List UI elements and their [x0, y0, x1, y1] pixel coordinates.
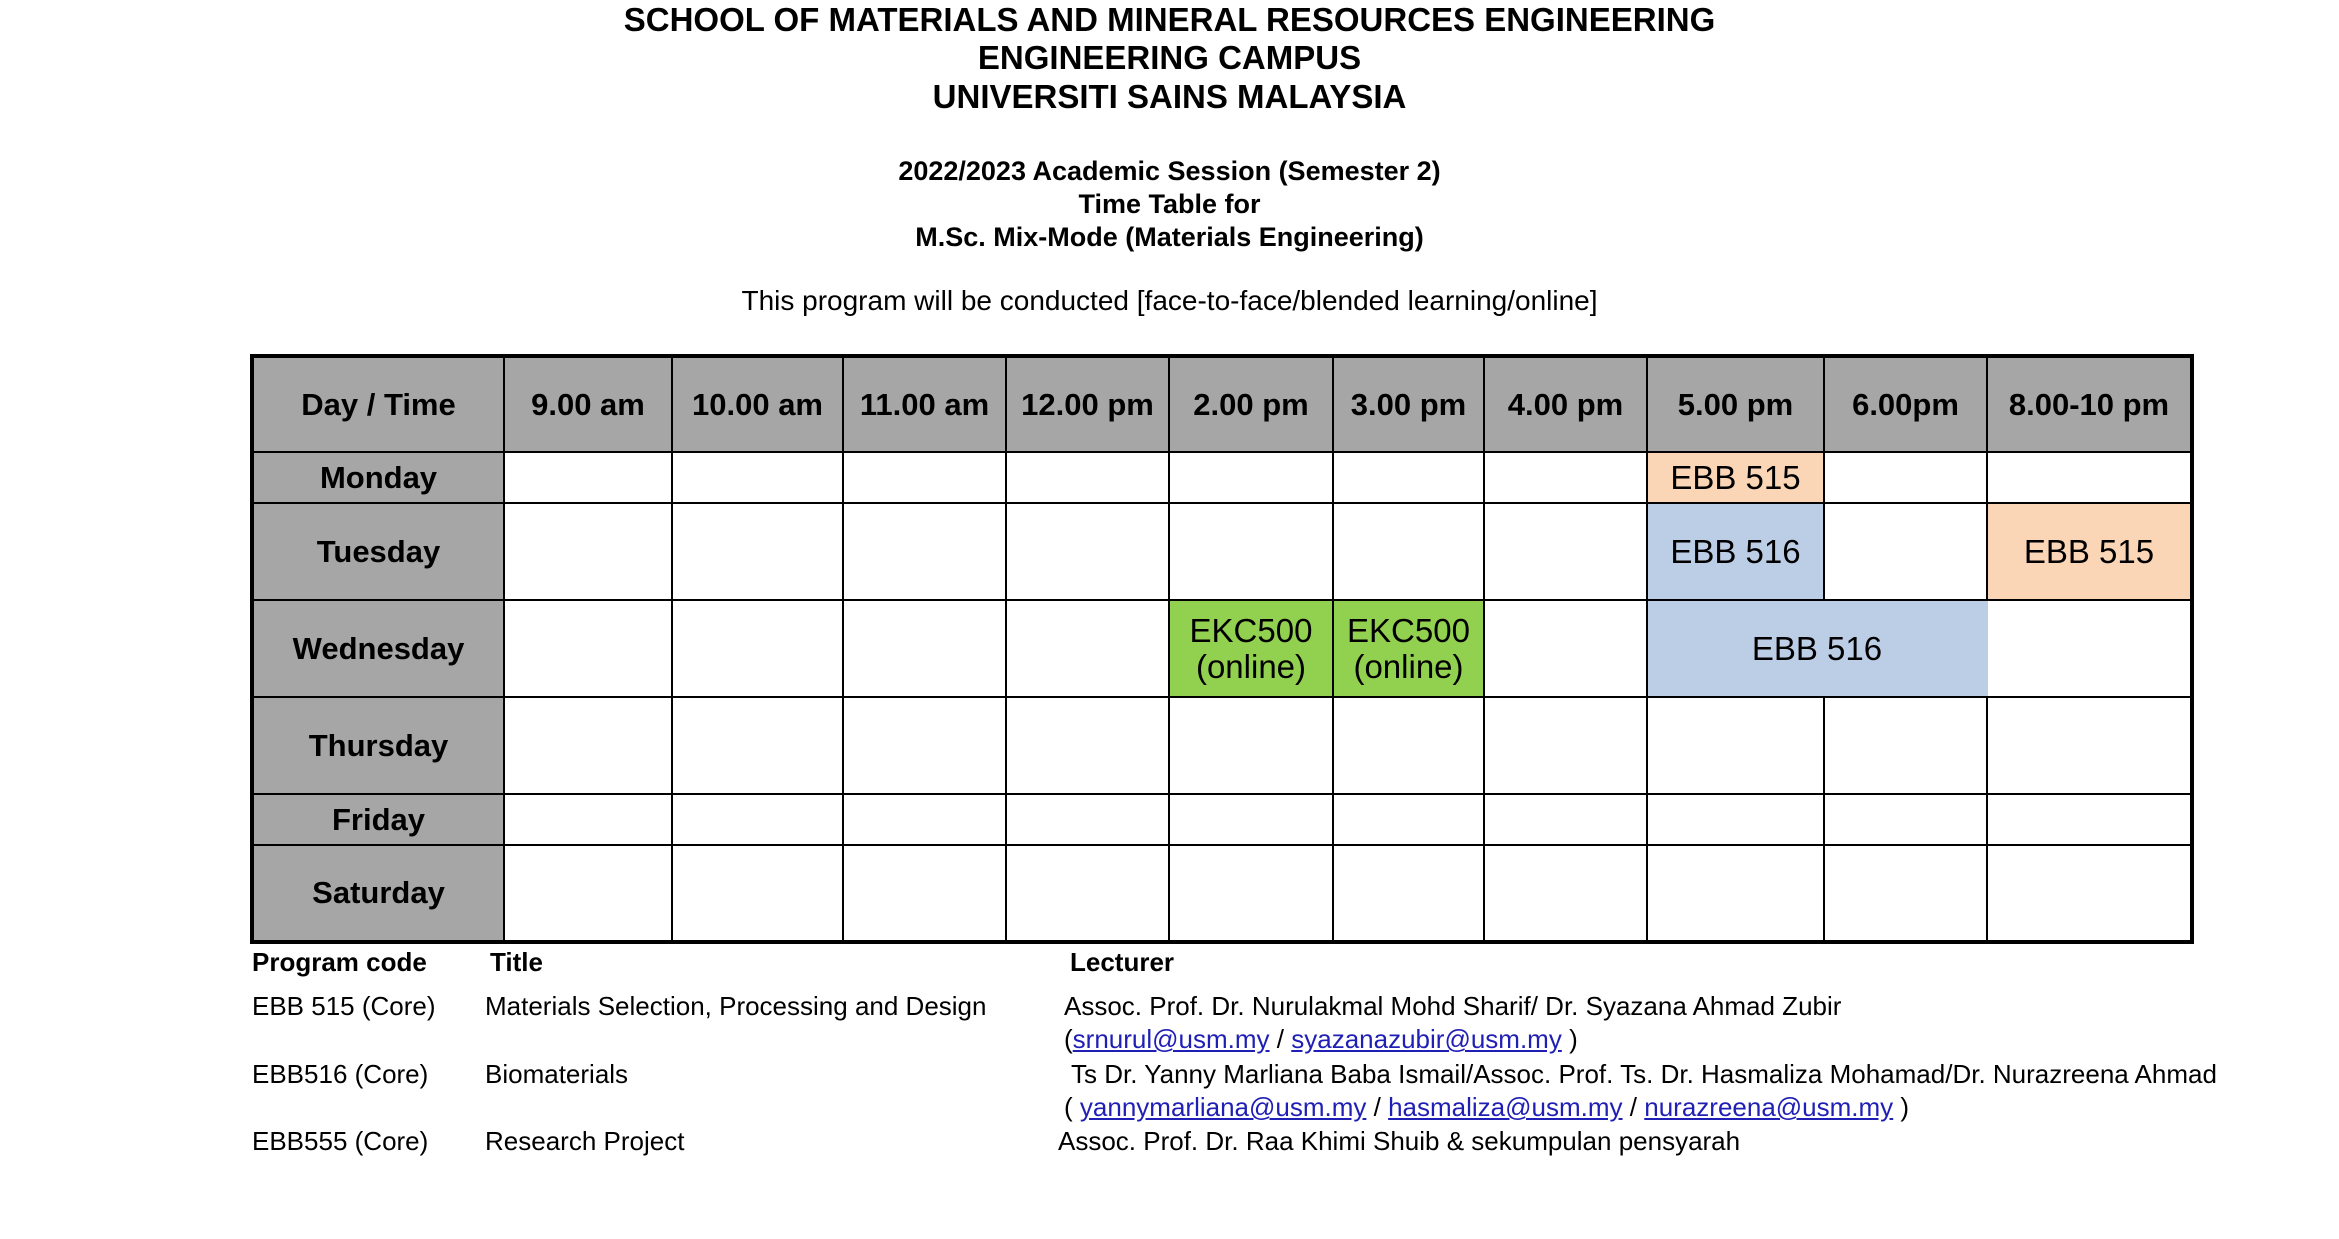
timetable: [250, 354, 2194, 944]
empty-slot: [1006, 697, 1169, 794]
mode-note: This program will be conducted [face-to-face/blended learning/online]: [741, 285, 1598, 316]
empty-slot: [1006, 452, 1169, 503]
empty-slot: [1647, 845, 1824, 942]
time-header: 2.00 pm: [1169, 356, 1333, 452]
email-link[interactable]: yannymarliana@usm.my: [1079, 1092, 1367, 1122]
time-header: 3.00 pm: [1333, 356, 1484, 452]
empty-slot: [1484, 452, 1647, 503]
course-title: Biomaterials: [485, 1059, 629, 1089]
class-slot-ebb515: EBB 515: [1987, 503, 2192, 600]
legend-header-title: Title: [490, 947, 543, 977]
empty-slot: [1169, 794, 1333, 845]
day-label: Saturday: [252, 845, 504, 942]
time-header: 6.00pm: [1824, 356, 1987, 452]
separator: /: [1373, 1092, 1381, 1122]
paren-open: (: [1064, 1092, 1073, 1122]
empty-slot: [504, 452, 672, 503]
empty-slot: [672, 503, 843, 600]
empty-slot: [1333, 697, 1484, 794]
day-label: Wednesday: [252, 600, 504, 697]
email-link[interactable]: srnurul@usm.my: [1072, 1024, 1270, 1054]
empty-slot: [1824, 503, 1987, 600]
class-slot-ekc500: [1333, 600, 1484, 697]
row-saturday: [252, 845, 2192, 942]
class-slot-ekc500: [1169, 600, 1333, 697]
email-link[interactable]: hasmaliza@usm.my: [1388, 1092, 1623, 1122]
empty-slot: [1824, 794, 1987, 845]
separator: /: [1629, 1092, 1638, 1122]
time-header: 8.00-10 pm: [1987, 356, 2192, 452]
empty-slot: [1987, 845, 2192, 942]
empty-slot: [843, 697, 1006, 794]
empty-slot: [1006, 600, 1169, 697]
paren-open: (: [1064, 1024, 1073, 1054]
course-emails: [1064, 1091, 1909, 1123]
empty-slot: [1169, 503, 1333, 600]
paren-close: ): [1569, 1024, 1578, 1054]
day-label: Thursday: [252, 697, 504, 794]
empty-slot: [1333, 503, 1484, 600]
course-code: EBB 515 (Core): [252, 991, 436, 1021]
time-header: 12.00 pm: [1006, 356, 1169, 452]
time-header: 4.00 pm: [1484, 356, 1647, 452]
time-header: 10.00 am: [672, 356, 843, 452]
empty-slot: [843, 845, 1006, 942]
time-header: 9.00 am: [504, 356, 672, 452]
course-lecturer: Ts Dr. Yanny Marliana Baba Ismail/Assoc. Prof. Ts. Dr. Hasmaliza Mohamad/Dr. Nurazreena Ahmad: [1071, 1059, 2217, 1089]
class-slot-ebb516: EBB 516: [1647, 600, 1987, 697]
timetable-for-label: Time Table for: [1078, 189, 1261, 219]
campus-title: ENGINEERING CAMPUS: [977, 39, 1362, 76]
separator: /: [1276, 1024, 1285, 1054]
email-link[interactable]: syazanazubir@usm.my: [1291, 1024, 1562, 1054]
empty-slot: [1484, 845, 1647, 942]
empty-slot: [672, 452, 843, 503]
legend-header-code: Program code: [252, 947, 427, 977]
course-title: Research Project: [485, 1126, 685, 1156]
empty-slot: [843, 452, 1006, 503]
empty-slot: [843, 503, 1006, 600]
paren-close: ): [1900, 1092, 1910, 1122]
course-lecturer: Assoc. Prof. Dr. Raa Khimi Shuib & sekumpulan pensyarah: [1058, 1126, 1741, 1156]
empty-slot: [1647, 794, 1824, 845]
empty-slot: [504, 794, 672, 845]
empty-slot: [672, 794, 843, 845]
day-label: Monday: [252, 452, 504, 503]
row-thursday: [252, 697, 2192, 794]
empty-slot: [1987, 794, 2192, 845]
university-title: UNIVERSITI SAINS MALAYSIA: [932, 78, 1407, 115]
empty-slot: [1169, 452, 1333, 503]
class-slot-ebb516: EBB 516: [1647, 503, 1824, 600]
course-code: EBB516 (Core): [252, 1059, 429, 1089]
empty-slot: [1484, 794, 1647, 845]
empty-slot: [1824, 697, 1987, 794]
empty-slot: [1987, 697, 2192, 794]
empty-slot: [1987, 452, 2192, 503]
empty-slot: [504, 697, 672, 794]
empty-slot: [504, 845, 672, 942]
empty-slot: [1169, 697, 1333, 794]
empty-slot: [1824, 845, 1987, 942]
program-title: M.Sc. Mix-Mode (Materials Engineering): [915, 222, 1424, 252]
time-header-row: [252, 356, 2192, 452]
empty-slot: [1006, 503, 1169, 600]
empty-slot: [1647, 697, 1824, 794]
time-header: 5.00 pm: [1647, 356, 1824, 452]
course-code: EKC500: [1189, 611, 1313, 649]
course-code: EKC500: [1347, 611, 1470, 649]
empty-slot: [504, 503, 672, 600]
day-label: Tuesday: [252, 503, 504, 600]
empty-slot: [1484, 503, 1647, 600]
empty-slot: [1333, 845, 1484, 942]
course-lecturer: Assoc. Prof. Dr. Nurulakmal Mohd Sharif/ Dr. Syazana Ahmad Zubir: [1064, 991, 1842, 1021]
empty-slot: [1333, 452, 1484, 503]
empty-slot: [672, 697, 843, 794]
empty-slot: [843, 600, 1006, 697]
empty-slot: [1333, 794, 1484, 845]
empty-slot: [504, 600, 672, 697]
row-friday: [252, 794, 2192, 845]
legend-header-lecturer: Lecturer: [1070, 947, 1175, 977]
delivery-mode: (online): [1353, 647, 1464, 685]
corner-header: Day / Time: [252, 356, 504, 452]
course-title: Materials Selection, Processing and Design: [485, 991, 987, 1021]
empty-slot: [1484, 600, 1647, 697]
row-wednesday: [252, 600, 2192, 697]
row-tuesday: [252, 503, 2192, 600]
empty-slot: [1169, 845, 1333, 942]
empty-slot: [1006, 794, 1169, 845]
time-header: 11.00 am: [843, 356, 1006, 452]
course-emails: [1064, 1023, 1578, 1055]
empty-slot: [1484, 697, 1647, 794]
row-monday: [252, 452, 2192, 503]
empty-slot: [1006, 845, 1169, 942]
delivery-mode: (online): [1195, 647, 1307, 685]
empty-slot: [843, 794, 1006, 845]
empty-slot: [672, 845, 843, 942]
empty-slot: [672, 600, 843, 697]
class-slot-ebb515: EBB 515: [1647, 452, 1824, 503]
empty-slot: [1824, 452, 1987, 503]
school-title: SCHOOL OF MATERIALS AND MINERAL RESOURCES ENGINEERING: [623, 1, 1716, 38]
course-code: EBB555 (Core): [252, 1126, 429, 1156]
day-label: Friday: [252, 794, 504, 845]
session-title: 2022/2023 Academic Session (Semester 2): [898, 156, 1441, 186]
empty-slot: [1987, 600, 2192, 697]
email-link[interactable]: nurazreena@usm.my: [1644, 1092, 1894, 1122]
